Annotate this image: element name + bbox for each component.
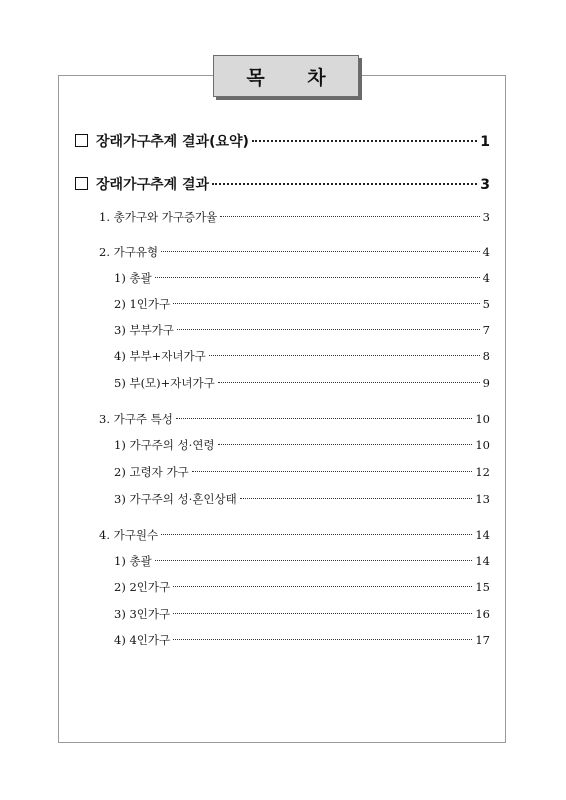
toc-page-number: 3 — [480, 177, 490, 193]
dot-leader — [173, 639, 472, 640]
toc-label: 2) 고령자 가구 — [114, 465, 189, 479]
toc-main-summary[interactable] — [75, 131, 490, 151]
toc-item-3-3[interactable] — [114, 491, 490, 507]
toc-label: 장래가구추계 결과 — [96, 177, 210, 193]
toc-page-number: 5 — [482, 297, 490, 311]
dot-leader — [252, 140, 477, 142]
toc-page-number: 14 — [475, 554, 490, 568]
checkbox-square-icon — [75, 177, 88, 190]
dot-leader — [161, 251, 480, 252]
toc-section-3[interactable] — [99, 411, 490, 427]
toc-page-number: 8 — [482, 349, 490, 363]
toc-item-3-1[interactable] — [114, 437, 490, 453]
toc-label: 3) 부부가구 — [114, 323, 174, 337]
toc-title-box — [213, 55, 359, 97]
toc-item-2-5[interactable] — [114, 375, 490, 391]
toc-page-number: 4 — [482, 245, 490, 259]
toc-section-1[interactable] — [99, 209, 490, 225]
toc-label: 4. 가구원수 — [99, 528, 159, 542]
toc-page-number: 10 — [475, 438, 490, 452]
toc-label: 4) 부부+자녀가구 — [114, 349, 206, 363]
dot-leader — [218, 444, 473, 445]
dot-leader — [212, 183, 477, 185]
toc-label: 5) 부(모)+자녀가구 — [114, 376, 215, 390]
toc-label: 3) 3인가구 — [114, 607, 171, 621]
toc-label: 3. 가구주 특성 — [99, 412, 173, 426]
toc-page-number: 9 — [482, 376, 490, 390]
dot-leader — [155, 560, 473, 561]
toc-item-2-4[interactable] — [114, 348, 490, 364]
dot-leader — [173, 303, 480, 304]
dot-leader — [218, 382, 480, 383]
dot-leader — [173, 613, 472, 614]
dot-leader — [177, 329, 480, 330]
toc-label: 4) 4인가구 — [114, 633, 171, 647]
dot-leader — [192, 471, 473, 472]
toc-label: 2. 가구유형 — [99, 245, 159, 259]
toc-item-2-1[interactable] — [114, 270, 490, 286]
toc-title: 목 차 — [246, 66, 344, 89]
toc-label: 1) 총괄 — [114, 271, 152, 285]
toc-page-number: 14 — [475, 528, 490, 542]
toc-item-4-1[interactable] — [114, 553, 490, 569]
toc-page-number: 16 — [475, 607, 490, 621]
toc-page-number: 1 — [480, 134, 490, 150]
toc-page-number: 12 — [475, 465, 490, 479]
toc-main-results[interactable] — [75, 174, 490, 194]
dot-leader — [209, 355, 480, 356]
toc-label: 2) 2인가구 — [114, 580, 171, 594]
dot-leader — [155, 277, 480, 278]
dot-leader — [173, 586, 472, 587]
toc-item-2-2[interactable] — [114, 296, 490, 312]
toc-page-number: 13 — [475, 492, 490, 506]
toc-label: 1) 총괄 — [114, 554, 152, 568]
toc-page-number: 17 — [475, 633, 490, 647]
toc-label: 2) 1인가구 — [114, 297, 171, 311]
toc-item-4-2[interactable] — [114, 579, 490, 595]
toc-page-number: 4 — [482, 271, 490, 285]
toc-page-number: 15 — [475, 580, 490, 594]
toc-page-number: 7 — [482, 323, 490, 337]
toc-label: 3) 가구주의 성·혼인상태 — [114, 492, 237, 506]
dot-leader — [161, 534, 472, 535]
checkbox-square-icon — [75, 134, 88, 147]
toc-item-2-3[interactable] — [114, 322, 490, 338]
toc-label: 1) 가구주의 성·연령 — [114, 438, 215, 452]
dot-leader — [220, 216, 479, 217]
toc-page-number: 10 — [475, 412, 490, 426]
toc-item-4-3[interactable] — [114, 606, 490, 622]
dot-leader — [176, 418, 473, 419]
toc-label: 1. 총가구와 가구증가율 — [99, 210, 218, 224]
toc-section-2[interactable] — [99, 244, 490, 260]
toc-section-4[interactable] — [99, 527, 490, 543]
toc-item-4-4[interactable] — [114, 632, 490, 648]
toc-page-number: 3 — [482, 210, 490, 224]
toc-label: 장래가구추계 결과(요약) — [96, 134, 249, 150]
toc-item-3-2[interactable] — [114, 464, 490, 480]
dot-leader — [240, 498, 473, 499]
